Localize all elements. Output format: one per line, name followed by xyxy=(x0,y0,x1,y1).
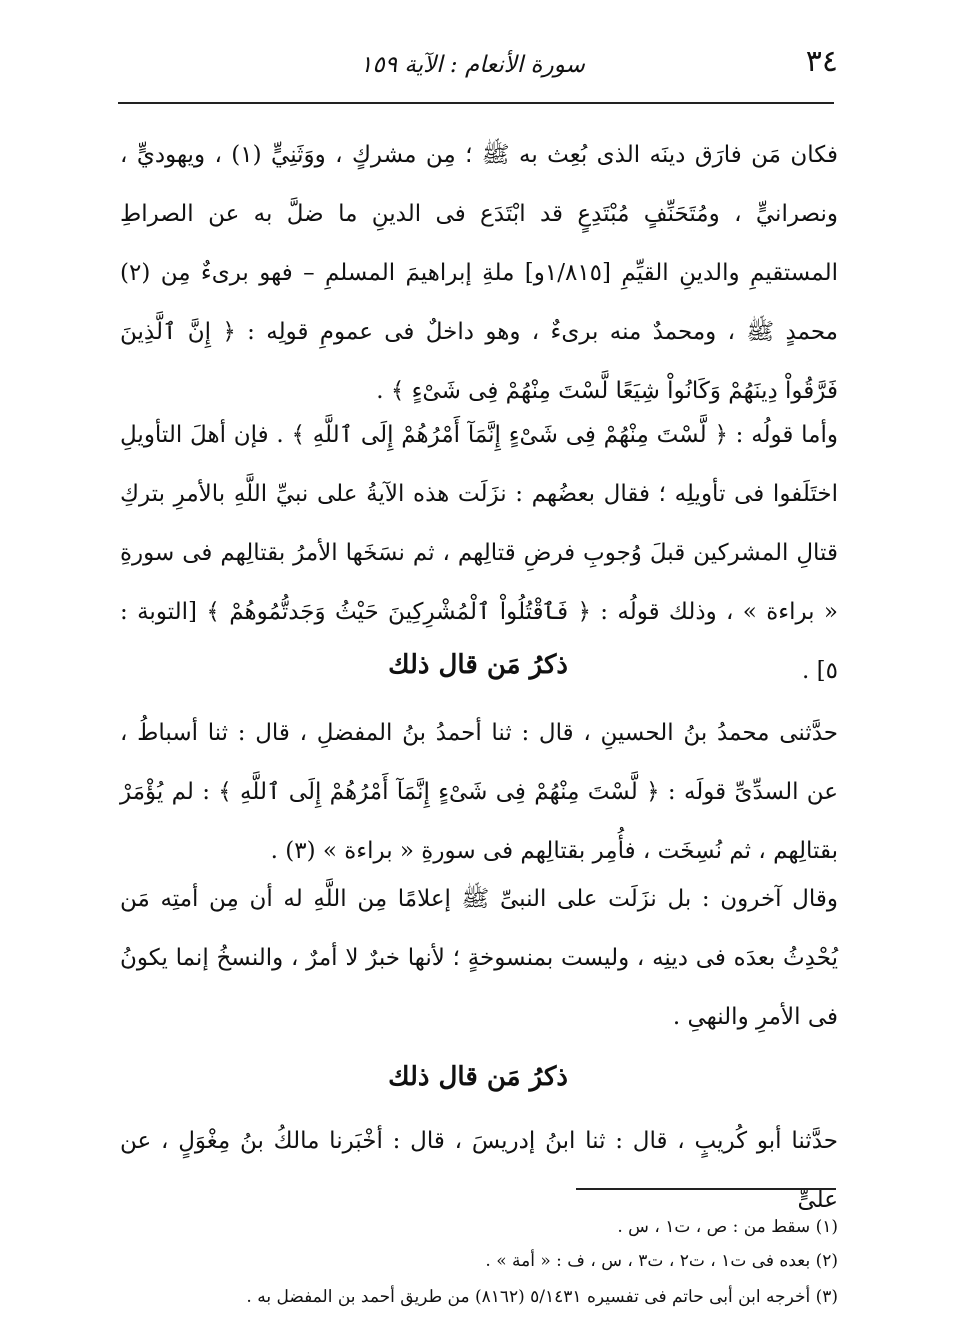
paragraph-5: حدَّثنا أبو كُريبٍ ، قال : ثنا ابنُ إدريسَ ، قال : أخْبَرنا مالكُ بنُ مِغْوَلٍ ، عن علىٍّ xyxy=(120,1128,838,1213)
page-number: ٣٤ xyxy=(805,44,838,79)
section-heading-1: ذكرُ مَن قال ذلك xyxy=(388,650,568,680)
paragraph-4: وقال آخرون : بل نزَلَت على النبىِّ ﷺ إعلامًا مِن اللَّهِ له أن مِن أمتِه مَن يُحْدِثُ بعدَه فى دينِه ، وليست بمنسوخةٍ ؛ لأنها خبرٌ لا أمرٌ ، والنسخُ إنما يكونُ فى الأمرِ والنهىِ . xyxy=(120,886,838,1030)
running-header-title: سورة الأنعام : الآية ١٥٩ xyxy=(360,52,585,78)
footnote-2: (٢) بعده فى ت١ ، ت٢ ، ت٣ ، س ، ف : « أمة » . xyxy=(485,1251,838,1271)
paragraph-2: وأما قولُه : ﴿ لَّسْتَ مِنْهُمْ فِى شَىْءٍ إِنَّمَآ أَمْرُهُمْ إِلَى ٱللَّهِ ﴾ . فإن أهلَ التأويلِ اختَلَفوا فى تأويلِه ؛ فقال بعضُهم : نزَلَت هذه الآيةُ على نبيِّ اللَّهِ بالأمرِ بتركِ قتالِ المشركين قبلَ وُجوبِ فرضِ قتالِهم ، ثم نسَخَها الأمرُ بقتالِهم فى سورةِ « براءة » ، وذلك قولُه : ﴿ فَٱقْتُلُواْ ٱلْمُشْرِكِينَ حَيْثُ وَجَدتُّمُوهُمْ ﴾ [التوبة : ٥] . xyxy=(120,422,838,684)
section-heading-2: ذكرُ مَن قال ذلك xyxy=(388,1062,568,1092)
header-rule xyxy=(118,102,834,104)
paragraph-3: حدَّثنى محمدُ بنُ الحسينِ ، قال : ثنا أحمدُ بنُ المفضلِ ، قال : ثنا أسباطُ ، عن السدِّىِّ قولَه : ﴿ لَّسْتَ مِنْهُمْ فِى شَىْءٍ إِنَّمَآ أَمْرُهُمْ إِلَى ٱللَّهِ ﴾ : لم يُؤْمَرْ بقتالِهم ، ثم نُسِخَت ، فأُمِر بقتالِهم فى سورةِ « براءة » (٣) . xyxy=(120,720,838,864)
footnote-1: (١) سقط من : ص ، ت١ ، س . xyxy=(617,1217,838,1237)
paragraph-1: فكان مَن فارَق دينَه الذى بُعِث به ﷺ ؛ مِن مشركٍ ، ووَثَنِيٍّ (١) ، ويهوديٍّ ، ونصرانيٍّ ، ومُتَحَنِّفٍ مُبْتَدِعٍ قد ابْتَدَع فى الدينِ ما ضلَّ به عن الصراطِ المستقيمِ والدينِ القيِّمِ [١/٨١٥و] ملةِ إبراهيمَ المسلمِ – فهو برىءٌ مِن (٢) محمدٍ ﷺ ، ومحمدٌ منه برىءٌ ، وهو داخلٌ فى عمومِ قولِه : ﴿ إِنَّ ٱلَّذِينَ فَرَّقُواْ دِينَهُمْ وَكَانُواْ شِيَعًا لَّسْتَ مِنْهُمْ فِى شَىْءٍ ﴾ . xyxy=(120,142,839,404)
footnote-rule xyxy=(576,1188,836,1190)
footnote-3: (٣) أخرجه ابن أبى حاتم فى تفسيره ٥/١٤٣١ (٨١٦٢) من طريق أحمد بن المفضل به . xyxy=(246,1287,838,1307)
